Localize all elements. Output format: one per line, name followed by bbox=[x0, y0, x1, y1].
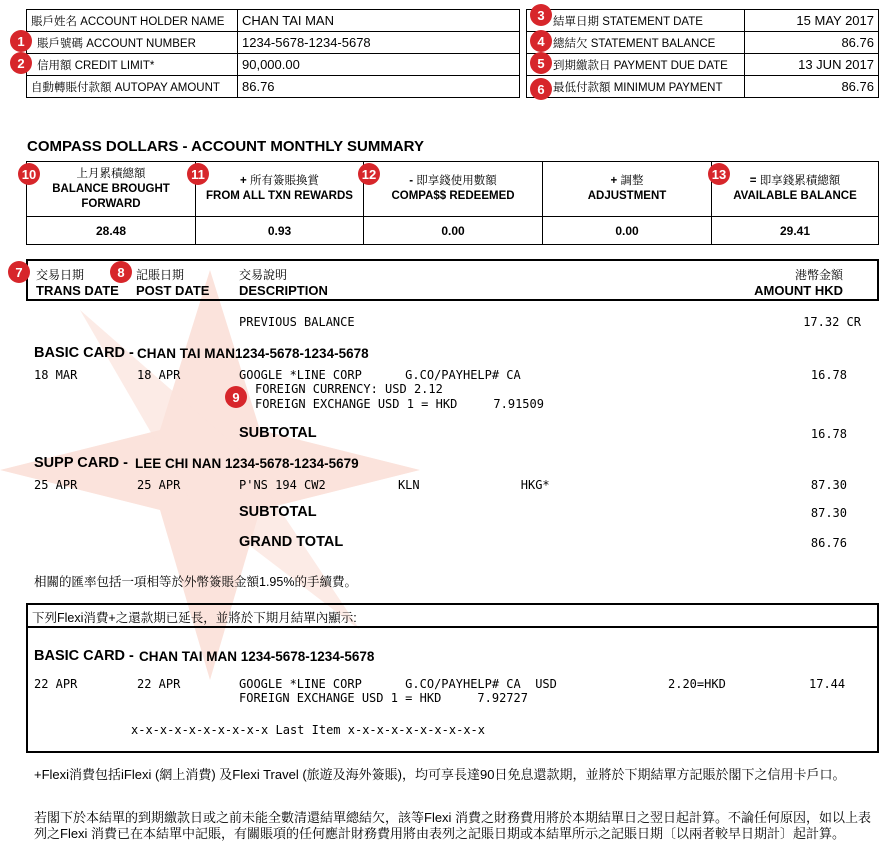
annotation-badge-3: 3 bbox=[530, 4, 552, 26]
tx1-description: GOOGLE *LINE CORP G.CO/PAYHELP# CA bbox=[239, 368, 521, 382]
tx1-foreign-currency: FOREIGN CURRENCY: USD 2.12 bbox=[255, 382, 443, 396]
holder-name-label: 賬戶姓名 ACCOUNT HOLDER NAME bbox=[27, 10, 238, 32]
annotation-badge-13: 13 bbox=[708, 163, 730, 185]
credit-limit: 90,000.00 bbox=[238, 54, 520, 76]
autopay-amount: 86.76 bbox=[238, 76, 520, 98]
tx1-foreign-exchange: FOREIGN EXCHANGE USD 1 = HKD 7.91509 bbox=[255, 397, 544, 411]
annotation-badge-12: 12 bbox=[358, 163, 380, 185]
summary-title: COMPASS DOLLARS - ACCOUNT MONTHLY SUMMARY bbox=[27, 138, 424, 155]
account-info-left bbox=[26, 9, 520, 98]
trans-date-header: 交易日期 TRANS DATE bbox=[36, 268, 119, 298]
flexi-tx-amount: 17.44 bbox=[809, 677, 846, 691]
flexi-basic-card-holder: CHAN TAI MAN 1234-5678-1234-5678 bbox=[139, 649, 375, 664]
annotation-badge-11: 11 bbox=[187, 163, 209, 185]
summary-col-3-zh: 即享錢使用數額 bbox=[416, 175, 497, 187]
txn-rewards: 0.93 bbox=[196, 217, 364, 245]
payment-due-date: 13 JUN 2017 bbox=[745, 54, 879, 76]
basic-card-label: BASIC CARD - bbox=[34, 345, 134, 361]
previous-balance: 17.32 CR bbox=[803, 315, 861, 329]
tx2-trans-date: 25 APR bbox=[34, 478, 78, 492]
account-number-label: 賬戶號碼 ACCOUNT NUMBER bbox=[27, 32, 238, 54]
statement-balance: 86.76 bbox=[745, 32, 879, 54]
available-balance: 29.41 bbox=[712, 217, 879, 245]
payment-due-label: 到期繳款日 PAYMENT DUE DATE bbox=[527, 54, 745, 76]
transaction-header bbox=[26, 259, 879, 301]
finance-charge-footnote: 若閣下於本結單的到期繳款日或之前未能全數清還結單總結欠，該等Flexi 消費之財務費用將於本期結單日之翌日起計算。不論任何原因，如以上表列之Flexi 消費已在本結單中記賬，有關賬項的任何應計財務費用將由表列之記賬日期或本結單所示之記賬日期〔以兩者較早日期計〕起計算。 bbox=[34, 810, 872, 841]
tx1-post-date: 18 APR bbox=[137, 368, 181, 382]
summary-col-5: = 即享錢累積總額 AVAILABLE BALANCE bbox=[712, 162, 879, 217]
flexi-tx-post-date: 22 APR bbox=[137, 677, 181, 691]
compass-redeemed: 0.00 bbox=[364, 217, 543, 245]
flexi-header: 下列Flexi消費+之還款期已延長，並將於下期月結單內顯示: bbox=[28, 605, 877, 628]
annotation-badge-5: 5 bbox=[530, 52, 552, 74]
amount-header: 港幣金額 AMOUNT HKD bbox=[754, 268, 843, 298]
adjustment: 0.00 bbox=[543, 217, 712, 245]
summary-col-1-en: BALANCE BROUGHT FORWARD bbox=[52, 182, 170, 210]
subtotal-1-label: SUBTOTAL bbox=[239, 425, 317, 441]
supp-card-holder: LEE CHI NAN 1234-5678-1234-5679 bbox=[135, 456, 359, 471]
subtotal-1: 16.78 bbox=[810, 427, 847, 441]
annotation-badge-6: 6 bbox=[530, 78, 552, 100]
compass-summary-table bbox=[26, 161, 879, 245]
annotation-badge-7: 7 bbox=[8, 261, 30, 283]
subtotal-2: 87.30 bbox=[810, 506, 847, 520]
account-info-right bbox=[526, 9, 879, 98]
summary-col-4: + 調整 ADJUSTMENT bbox=[543, 162, 712, 217]
statement-balance-label: 總結欠 STATEMENT BALANCE bbox=[527, 32, 745, 54]
flexi-footnote: +Flexi消費包括iFlexi (網上消費) 及Flexi Travel (旅遊及海外簽賬)，均可享長達90日免息還款期，並將於下期結單方記賬於閣下之信用卡戶口。 bbox=[34, 767, 846, 782]
statement-date: 15 MAY 2017 bbox=[745, 10, 879, 32]
holder-name: CHAN TAI MAN bbox=[238, 10, 520, 32]
summary-col-4-en: ADJUSTMENT bbox=[587, 190, 667, 202]
summary-col-3: - 即享錢使用數額 COMPA$$ REDEEMED bbox=[364, 162, 543, 217]
summary-col-4-zh: 調整 bbox=[620, 175, 644, 187]
grand-total-label: GRAND TOTAL bbox=[239, 534, 344, 550]
summary-col-2-zh: 所有簽賬換賞 bbox=[249, 175, 319, 187]
summary-col-1 bbox=[27, 162, 196, 217]
credit-limit-label: 信用額 CREDIT LIMIT* bbox=[27, 54, 238, 76]
flexi-section bbox=[26, 603, 879, 753]
basic-card-holder: CHAN TAI MAN1234-5678-1234-5678 bbox=[137, 346, 369, 361]
tx1-amount: 16.78 bbox=[810, 368, 847, 382]
statement-date-label: 結單日期 STATEMENT DATE bbox=[527, 10, 745, 32]
post-date-header: 記賬日期 POST DATE bbox=[136, 268, 210, 298]
supp-card-label: SUPP CARD - bbox=[34, 455, 128, 471]
flexi-basic-card-label: BASIC CARD - bbox=[34, 648, 134, 664]
summary-col-5-en: AVAILABLE BALANCE bbox=[733, 190, 857, 202]
summary-col-3-en: COMPA$$ REDEEMED bbox=[391, 190, 515, 202]
last-item-marker: x-x-x-x-x-x-x-x-x-x Last Item x-x-x-x-x-x-x-x-x-x bbox=[131, 723, 486, 737]
annotation-badge-2: 2 bbox=[10, 52, 32, 74]
subtotal-2-label: SUBTOTAL bbox=[239, 504, 317, 520]
flexi-tx-fx-amount: 2.20=HKD bbox=[668, 677, 726, 691]
tx2-description: P'NS 194 CW2 KLN HKG* bbox=[239, 478, 550, 492]
tx2-amount: 87.30 bbox=[810, 478, 847, 492]
flexi-tx-trans-date: 22 APR bbox=[34, 677, 78, 691]
flexi-tx-fx: FOREIGN EXCHANGE USD 1 = HKD 7.92727 bbox=[239, 691, 528, 705]
summary-col-2: + 所有簽賬換賞 FROM ALL TXN REWARDS bbox=[196, 162, 364, 217]
annotation-badge-10: 10 bbox=[18, 163, 40, 185]
annotation-badge-1: 1 bbox=[10, 30, 32, 52]
account-number: 1234-5678-1234-5678 bbox=[238, 32, 520, 54]
annotation-badge-4: 4 bbox=[530, 30, 552, 52]
minimum-payment-label: 最低付款額 MINIMUM PAYMENT bbox=[527, 76, 745, 98]
tx2-post-date: 25 APR bbox=[137, 478, 181, 492]
summary-col-2-en: FROM ALL TXN REWARDS bbox=[206, 190, 353, 202]
description-header: 交易說明 DESCRIPTION bbox=[239, 268, 328, 298]
tx1-trans-date: 18 MAR bbox=[34, 368, 78, 382]
autopay-label: 自動轉賬付款額 AUTOPAY AMOUNT bbox=[27, 76, 238, 98]
grand-total: 86.76 bbox=[810, 536, 847, 550]
fx-fee-note: 相關的匯率包括一項相等於外幣簽賬金額1.95%的手續費。 bbox=[34, 575, 357, 589]
summary-col-5-zh: 即享錢累積總額 bbox=[759, 175, 841, 187]
summary-col-1-zh: 上月累積總額 bbox=[76, 167, 146, 180]
minimum-payment: 86.76 bbox=[745, 76, 879, 98]
flexi-tx-description: GOOGLE *LINE CORP G.CO/PAYHELP# CA USD bbox=[239, 677, 557, 691]
annotation-badge-8: 8 bbox=[110, 261, 132, 283]
annotation-badge-9: 9 bbox=[225, 386, 247, 408]
previous-balance-label: PREVIOUS BALANCE bbox=[239, 315, 355, 329]
balance-brought-forward: 28.48 bbox=[27, 217, 196, 245]
